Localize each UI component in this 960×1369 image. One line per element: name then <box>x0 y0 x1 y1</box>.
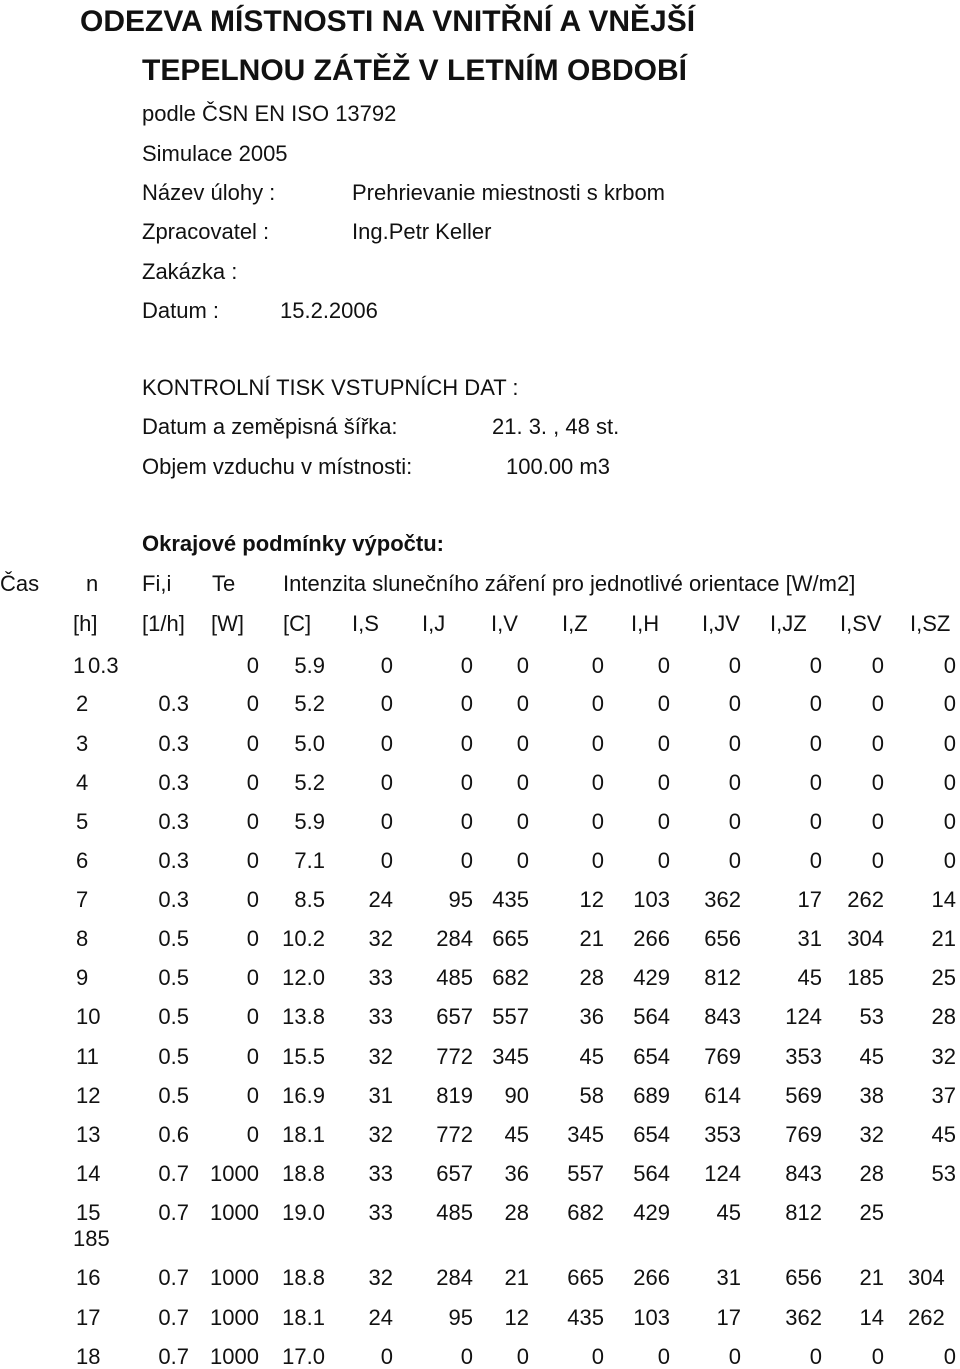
table-cell: 682 <box>492 965 529 990</box>
table-cell: 0 <box>516 1344 529 1369</box>
table-cell: 0.5 <box>158 965 189 990</box>
table-cell: 812 <box>704 965 741 990</box>
table-cell: 0 <box>460 653 473 678</box>
table-cell: 304 <box>908 1265 945 1290</box>
table-cell: 0 <box>516 848 529 873</box>
table-cell: 345 <box>567 1122 604 1147</box>
table-cell-hour: 4 <box>76 770 89 795</box>
document-title-line2: TEPELNOU ZÁTĚŽ V LETNÍM OBDOBÍ <box>142 54 687 87</box>
table-cell: 0 <box>728 1344 741 1369</box>
table-cell: 843 <box>785 1161 822 1186</box>
units-header-cell: I,V <box>491 611 518 636</box>
table-cell: 0 <box>591 770 604 795</box>
units-header-cell: [C] <box>283 611 312 636</box>
table-cell: 32 <box>931 1044 956 1069</box>
table-cell: 5.0 <box>294 731 325 756</box>
table-cell: 185 <box>847 965 884 990</box>
table-cell: 25 <box>931 965 956 990</box>
table-cell: 36 <box>504 1161 529 1186</box>
table-cell: 36 <box>579 1004 604 1029</box>
table-cell: 665 <box>567 1265 604 1290</box>
table-cell: 12 <box>504 1305 529 1330</box>
table-cell: 31 <box>716 1265 741 1290</box>
table-cell: 25 <box>859 1200 884 1225</box>
table-cell: 656 <box>785 1265 822 1290</box>
table-cell: 0.3 <box>88 653 119 678</box>
table-cell: 28 <box>931 1004 956 1029</box>
table-cell: 33 <box>368 1004 393 1029</box>
table-cell: 0 <box>460 770 473 795</box>
table-cell: 0 <box>460 809 473 834</box>
table-cell-hour: 18 <box>76 1344 101 1369</box>
table-cell: 33 <box>368 965 393 990</box>
table-cell: 95 <box>448 1305 473 1330</box>
table-cell-hour: 14 <box>76 1161 101 1186</box>
table-cell: 38 <box>859 1083 884 1108</box>
table-cell: 812 <box>785 1200 822 1225</box>
table-cell: 284 <box>436 1265 473 1290</box>
table-cell: 45 <box>579 1044 604 1069</box>
table-cell: 0.7 <box>158 1305 189 1330</box>
table-cell: 0.5 <box>158 926 189 951</box>
table-cell: 103 <box>633 887 670 912</box>
latitude-value: 21. 3. , 48 st. <box>492 414 620 439</box>
table-cell: 0.7 <box>158 1265 189 1290</box>
table-cell: 53 <box>931 1161 956 1186</box>
table-cell: 657 <box>436 1004 473 1029</box>
table-cell: 0 <box>871 731 884 756</box>
table-cell: 31 <box>797 926 822 951</box>
table-cell-hour: 13 <box>76 1122 101 1147</box>
table-cell: 0 <box>871 1344 884 1369</box>
units-header-cell: [h] <box>73 611 98 636</box>
table-cell: 435 <box>567 1305 604 1330</box>
date-value: 15.2.2006 <box>280 298 378 323</box>
table-cell-hour: 16 <box>76 1265 101 1290</box>
units-header-cell: I,H <box>631 611 660 636</box>
table-cell: 124 <box>785 1004 822 1029</box>
table-cell: 21 <box>859 1265 884 1290</box>
table-cell-hour: 7 <box>76 887 89 912</box>
table-cell: 32 <box>368 1122 393 1147</box>
table-cell: 17.0 <box>282 1344 325 1369</box>
table-cell: 33 <box>368 1200 393 1225</box>
table-cell: 0.3 <box>158 887 189 912</box>
table-cell: 0 <box>728 770 741 795</box>
author-value: Ing.Petr Keller <box>352 219 492 244</box>
table-cell: 557 <box>567 1161 604 1186</box>
table-cell: 0 <box>246 809 259 834</box>
table-cell: 772 <box>436 1122 473 1147</box>
author-label: Zpracovatel : <box>142 219 270 244</box>
table-cell: 0 <box>809 770 822 795</box>
table-cell: 32 <box>859 1122 884 1147</box>
table-cell: 24 <box>368 887 393 912</box>
units-header-cell: [1/h] <box>142 611 185 636</box>
table-cell: 0 <box>809 691 822 716</box>
table-cell: 0 <box>380 1344 393 1369</box>
table-cell: 24 <box>368 1305 393 1330</box>
table-cell: 262 <box>847 887 884 912</box>
table-cell: 362 <box>704 887 741 912</box>
table-cell: 17 <box>716 1305 741 1330</box>
table-cell: 682 <box>567 1200 604 1225</box>
units-header-cell: I,JV <box>702 611 740 636</box>
table-cell: 0 <box>943 691 956 716</box>
table-cell: 0 <box>871 809 884 834</box>
air-volume-value: 100.00 m3 <box>506 454 610 479</box>
table-cell: 0 <box>380 770 393 795</box>
table-cell: 429 <box>633 965 670 990</box>
table-cell: 429 <box>633 1200 670 1225</box>
table-cell: 0 <box>657 691 670 716</box>
table-cell: 843 <box>704 1004 741 1029</box>
table-cell: 21 <box>931 926 956 951</box>
table-cell: 0 <box>728 731 741 756</box>
table-cell: 689 <box>633 1083 670 1108</box>
header-outdoor-temp: Te <box>212 571 236 596</box>
table-cell: 0 <box>591 848 604 873</box>
order-label: Zakázka : <box>142 259 238 284</box>
table-cell: 0 <box>246 965 259 990</box>
control-heading: KONTROLNÍ TISK VSTUPNÍCH DAT : <box>142 375 519 400</box>
table-cell: 17 <box>797 887 822 912</box>
table-cell: 0.5 <box>158 1004 189 1029</box>
table-cell: 18.8 <box>282 1265 325 1290</box>
table-cell: 1000 <box>210 1200 259 1225</box>
table-cell: 37 <box>931 1083 956 1108</box>
table-cell: 0 <box>809 653 822 678</box>
table-cell: 0 <box>809 809 822 834</box>
table-cell: 0 <box>460 848 473 873</box>
table-cell: 0 <box>943 653 956 678</box>
table-cell: 435 <box>492 887 529 912</box>
table-cell-hour: 6 <box>76 848 89 873</box>
table-cell: 0 <box>591 809 604 834</box>
table-cell: 0 <box>657 1344 670 1369</box>
table-cell: 0 <box>943 1344 956 1369</box>
table-cell: 769 <box>704 1044 741 1069</box>
norm-reference: podle ČSN EN ISO 13792 <box>142 101 397 126</box>
table-cell: 614 <box>704 1083 741 1108</box>
table-cell-hour: 9 <box>76 965 89 990</box>
table-cell: 0 <box>657 770 670 795</box>
header-internal-gain: Fi,i <box>142 571 172 596</box>
boundary-heading: Okrajové podmínky výpočtu: <box>142 531 444 556</box>
table-cell: 0.5 <box>158 1083 189 1108</box>
table-cell: 0.3 <box>158 809 189 834</box>
table-cell: 45 <box>797 965 822 990</box>
table-cell: 0 <box>380 809 393 834</box>
table-cell: 1000 <box>210 1265 259 1290</box>
table-cell: 0 <box>246 848 259 873</box>
table-cell-hour: 10 <box>76 1004 101 1029</box>
header-solar-intensity: Intenzita slunečního záření pro jednotlivé orientace [W/m2] <box>283 571 856 596</box>
table-cell: 0 <box>591 731 604 756</box>
table-cell: 569 <box>785 1083 822 1108</box>
table-cell: 0 <box>943 770 956 795</box>
table-cell: 0 <box>516 691 529 716</box>
table-cell: 0 <box>728 653 741 678</box>
date-label: Datum : <box>142 298 220 323</box>
table-cell-hour: 12 <box>76 1083 101 1108</box>
table-cell: 0 <box>380 691 393 716</box>
table-cell: 5.9 <box>294 809 325 834</box>
table-cell: 0 <box>591 653 604 678</box>
table-cell: 266 <box>633 926 670 951</box>
table-cell: 0 <box>943 731 956 756</box>
table-cell: 45 <box>931 1122 956 1147</box>
table-cell-hour: 2 <box>76 691 89 716</box>
units-header-cell: I,S <box>352 611 379 636</box>
table-cell: 0.7 <box>158 1200 189 1225</box>
table-cell: 0 <box>728 691 741 716</box>
table-cell: 1000 <box>210 1161 259 1186</box>
table-cell-hour: 11 <box>76 1044 99 1069</box>
table-cell: 0 <box>871 848 884 873</box>
table-cell: 16.9 <box>282 1083 325 1108</box>
table-cell: 0 <box>380 653 393 678</box>
table-cell: 32 <box>368 926 393 951</box>
table-cell: 0 <box>809 1344 822 1369</box>
table-cell: 32 <box>368 1265 393 1290</box>
latitude-label: Datum a zeměpisná šířka: <box>142 414 398 439</box>
table-cell: 362 <box>785 1305 822 1330</box>
table-cell: 0 <box>728 848 741 873</box>
table-cell: 0 <box>591 691 604 716</box>
table-cell: 345 <box>492 1044 529 1069</box>
table-cell: 21 <box>504 1265 529 1290</box>
air-volume-label: Objem vzduchu v místnosti: <box>142 454 413 479</box>
table-cell: 353 <box>785 1044 822 1069</box>
table-cell: 0 <box>871 691 884 716</box>
table-cell: 0 <box>246 926 259 951</box>
table-cell: 769 <box>785 1122 822 1147</box>
table-cell: 0 <box>809 848 822 873</box>
units-header-cell: I,Z <box>562 611 588 636</box>
table-cell: 5.9 <box>294 653 325 678</box>
table-cell: 10.2 <box>282 926 325 951</box>
simulation-version: Simulace 2005 <box>142 141 288 166</box>
table-cell: 1000 <box>210 1344 259 1369</box>
table-cell: 564 <box>633 1161 670 1186</box>
table-cell: 772 <box>436 1044 473 1069</box>
table-cell: 0.7 <box>158 1161 189 1186</box>
table-cell: 284 <box>436 926 473 951</box>
table-cell: 0 <box>809 731 822 756</box>
table-cell: 5.2 <box>294 691 325 716</box>
table-cell: 14 <box>931 887 956 912</box>
table-cell: 0 <box>246 1122 259 1147</box>
table-cell: 0 <box>728 809 741 834</box>
table-cell: 0 <box>246 1004 259 1029</box>
table-cell: 45 <box>716 1200 741 1225</box>
table-cell: 8.5 <box>294 887 325 912</box>
table-cell: 18.1 <box>282 1305 325 1330</box>
header-time: Čas <box>0 571 40 596</box>
table-cell: 0 <box>871 653 884 678</box>
table-cell: 0 <box>246 691 259 716</box>
table-cell: 15.5 <box>282 1044 325 1069</box>
table-cell: 33 <box>368 1161 393 1186</box>
table-cell: 0 <box>657 731 670 756</box>
table-cell: 0 <box>516 770 529 795</box>
table-cell: 266 <box>633 1265 670 1290</box>
table-cell: 0 <box>380 848 393 873</box>
table-cell-hour: 8 <box>76 926 89 951</box>
units-header-cell: I,SV <box>840 611 882 636</box>
table-cell: 1000 <box>210 1305 259 1330</box>
table-cell: 819 <box>436 1083 473 1108</box>
document-title-line1: ODEZVA MÍSTNOSTI NA VNITŘNÍ A VNĚJŠÍ <box>80 5 696 38</box>
table-cell: 0.3 <box>158 691 189 716</box>
table-cell: 262 <box>908 1305 945 1330</box>
table-cell: 28 <box>504 1200 529 1225</box>
table-cell-hour: 3 <box>76 731 89 756</box>
table-cell: 7.1 <box>294 848 325 873</box>
table-cell: 45 <box>504 1122 529 1147</box>
table-cell: 0 <box>871 770 884 795</box>
table-cell: 656 <box>704 926 741 951</box>
task-value: Prehrievanie miestnosti s krbom <box>352 180 666 205</box>
table-cell: 12 <box>579 887 604 912</box>
table-cell: 0.6 <box>158 1122 189 1147</box>
table-cell-hour: 1 <box>73 653 86 678</box>
table-cell: 0 <box>591 1344 604 1369</box>
units-header-cell: I,SZ <box>910 611 951 636</box>
table-cell: 0.3 <box>158 770 189 795</box>
table-cell: 13.8 <box>282 1004 325 1029</box>
units-header-cell: I,JZ <box>770 611 807 636</box>
units-header-cell: I,J <box>422 611 446 636</box>
table-cell: 0 <box>516 653 529 678</box>
table-cell: 0 <box>460 691 473 716</box>
table-cell: 12.0 <box>282 965 325 990</box>
table-cell: 53 <box>859 1004 884 1029</box>
table-cell: 657 <box>436 1161 473 1186</box>
table-cell-hour: 5 <box>76 809 89 834</box>
table-cell: 0 <box>380 731 393 756</box>
table-cell-hour: 15 <box>76 1200 101 1225</box>
table-cell: 665 <box>492 926 529 951</box>
table-cell: 0 <box>516 809 529 834</box>
table-cell: 28 <box>859 1161 884 1186</box>
table-cell: 0 <box>657 653 670 678</box>
table-cell: 0 <box>460 731 473 756</box>
table-cell: 0.3 <box>158 731 189 756</box>
table-cell: 103 <box>633 1305 670 1330</box>
table-cell: 654 <box>633 1122 670 1147</box>
table-cell: 0 <box>516 731 529 756</box>
table-cell: 485 <box>436 965 473 990</box>
table-cell: 0 <box>246 653 259 678</box>
table-cell: 0.5 <box>158 1044 189 1069</box>
table-cell: 90 <box>504 1083 529 1108</box>
table-cell-hour: 17 <box>76 1305 101 1330</box>
table-cell: 28 <box>579 965 604 990</box>
table-cell: 0 <box>246 1044 259 1069</box>
table-cell: 124 <box>704 1161 741 1186</box>
table-cell: 21 <box>579 926 604 951</box>
table-cell: 0 <box>246 1083 259 1108</box>
table-cell-wrapped: 185 <box>73 1226 110 1251</box>
table-cell: 485 <box>436 1200 473 1225</box>
header-air-exchange: n <box>86 571 99 596</box>
table-cell: 0 <box>943 809 956 834</box>
table-cell: 0 <box>246 731 259 756</box>
units-header-cell: [W] <box>211 611 244 636</box>
table-cell: 557 <box>492 1004 529 1029</box>
table-cell: 0.3 <box>158 848 189 873</box>
table-cell: 18.8 <box>282 1161 325 1186</box>
table-cell: 32 <box>368 1044 393 1069</box>
table-cell: 564 <box>633 1004 670 1029</box>
table-cell: 5.2 <box>294 770 325 795</box>
table-cell: 31 <box>368 1083 393 1108</box>
table-cell: 45 <box>859 1044 884 1069</box>
table-cell: 0 <box>460 1344 473 1369</box>
table-cell: 0 <box>657 848 670 873</box>
table-cell: 0 <box>657 809 670 834</box>
table-cell: 18.1 <box>282 1122 325 1147</box>
table-cell: 304 <box>847 926 884 951</box>
table-cell: 19.0 <box>282 1200 325 1225</box>
table-cell: 95 <box>448 887 473 912</box>
table-cell: 0.7 <box>158 1344 189 1369</box>
table-cell: 0 <box>943 848 956 873</box>
table-cell: 353 <box>704 1122 741 1147</box>
table-cell: 654 <box>633 1044 670 1069</box>
table-cell: 58 <box>579 1083 604 1108</box>
task-label: Název úlohy : <box>142 180 276 205</box>
table-cell: 0 <box>246 887 259 912</box>
table-cell: 14 <box>859 1305 884 1330</box>
table-cell: 0 <box>246 770 259 795</box>
